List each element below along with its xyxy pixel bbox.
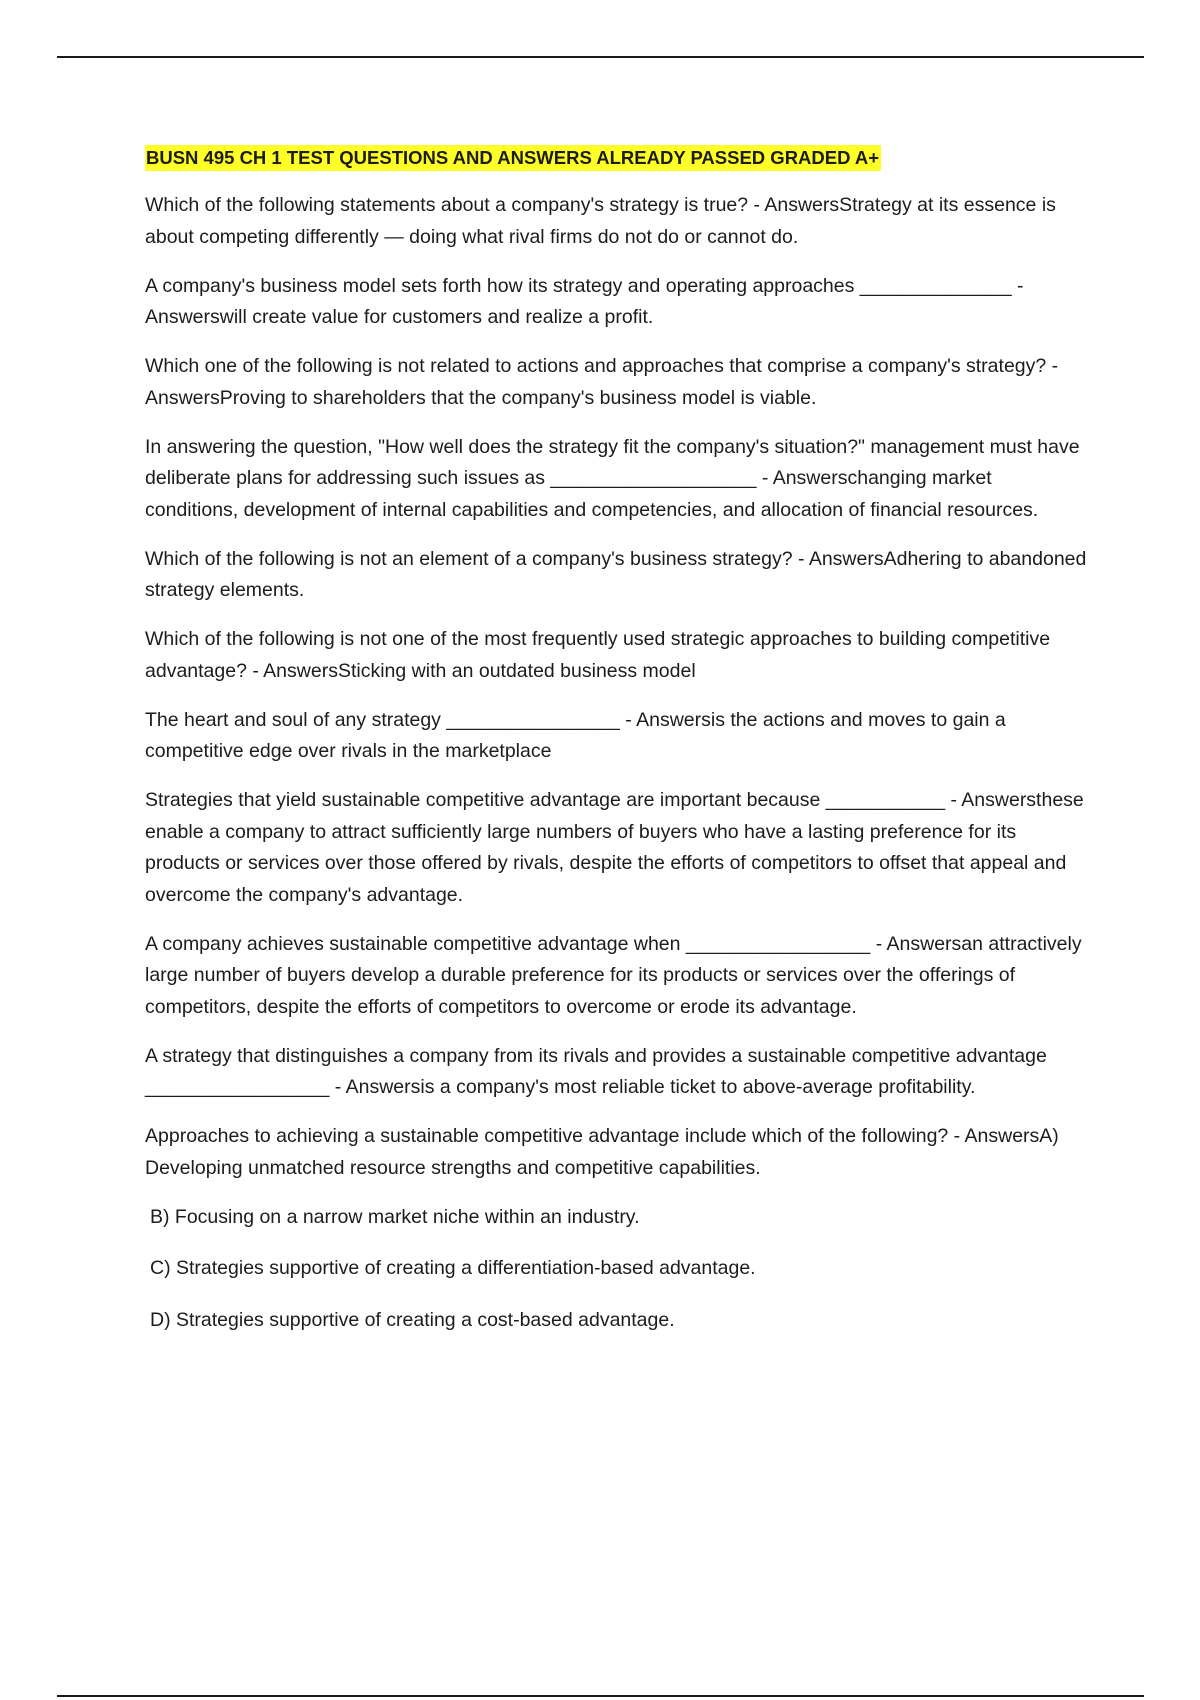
answer-option: B) Focusing on a narrow market niche within an industry.: [150, 1205, 640, 1228]
qa-item: A strategy that distinguishes a company from its rivals and provides a sustainable competitive advantage _________________ - Answersis a company's most reliable ticket to above-average profitability.: [145, 1044, 1047, 1098]
document-title: BUSN 495 CH 1 TEST QUESTIONS AND ANSWERS ALREADY PASSED GRADED A+: [145, 145, 881, 171]
bottom-rule: [57, 1695, 1144, 1697]
qa-item: Which of the following statements about a company's strategy is true? - AnswersStrategy at its essence is about competing differently — doing what rival firms do not do or cannot do.: [145, 194, 1056, 248]
qa-item: In answering the question, "How well does the strategy fit the company's situation?" management must have deliberate plans for addressing such issues as ___________________ - Answerschanging market conditions, development of internal capabilities and competencies, and allocation of financial resources.: [145, 435, 1080, 521]
qa-item: A company achieves sustainable competitive advantage when _________________ - Answersan attractively large number of buyers develop a durable preference for its products or services over the offerings of competitors, despite the efforts of competitors to overcome or erode its advantage.: [145, 932, 1082, 1018]
answer-option: D) Strategies supportive of creating a cost-based advantage.: [150, 1308, 675, 1331]
qa-item: Approaches to achieving a sustainable competitive advantage include which of the following? - AnswersA) Developing unmatched resource strengths and competitive capabilities.: [145, 1125, 1059, 1179]
qa-item: Which of the following is not one of the most frequently used strategic approaches to building competitive advantage? - AnswersSticking with an outdated business model: [145, 628, 1051, 682]
document-body: [145, 143, 1090, 1356]
qa-item: Which of the following is not an element of a company's business strategy? - AnswersAdhering to abandoned strategy elements.: [145, 547, 1087, 601]
qa-item: The heart and soul of any strategy ________________ - Answersis the actions and moves to gain a competitive edge over rivals in the marketplace: [145, 708, 1006, 762]
qa-item: Which one of the following is not related to actions and approaches that comprise a company's strategy? - AnswersProving to shareholders that the company's business model is viable.: [145, 355, 1059, 409]
qa-item: A company's business model sets forth how its strategy and operating approaches ______________ - Answerswill create value for customers and realize a profit.: [145, 274, 1024, 328]
top-rule: [57, 56, 1144, 58]
answer-option: C) Strategies supportive of creating a differentiation-based advantage.: [150, 1257, 756, 1279]
title-block: [145, 143, 1090, 173]
qa-item: Strategies that yield sustainable competitive advantage are important because ___________ - Answersthese enable a company to attract sufficiently large numbers of buyers who have a lasting preference for its products or services over those offered by rivals, despite the efforts of competitors to offset that appeal and overcome the company's advantage.: [145, 789, 1084, 906]
